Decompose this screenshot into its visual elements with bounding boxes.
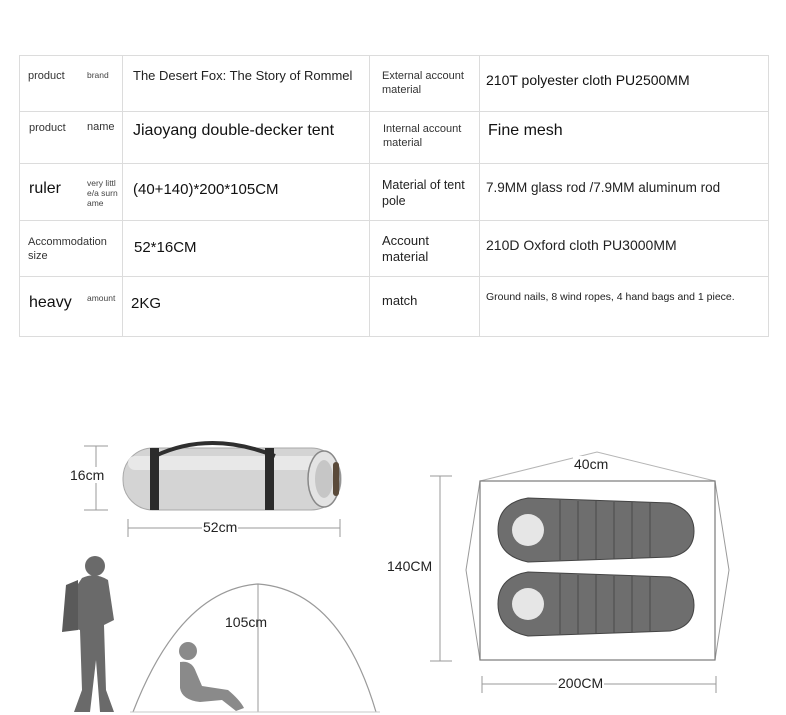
label-match: match [382,293,418,308]
sleeping-bag-1 [498,498,694,562]
bag-length-label: 52cm [203,519,238,535]
label-main: Accommodation size [28,236,107,262]
value-match: Ground nails, 8 wind ropes, 4 hand bags and 1 piece. [486,291,735,303]
value-ruler: (40+140)*200*105CM [133,181,279,198]
value-pole-material: 7.9MM glass rod /7.9MM aluminum rod [486,180,721,195]
label-external-material: External account material [382,70,464,96]
sitting-person [179,642,244,711]
bag-height-label: 16cm [70,467,105,483]
value-brand: The Desert Fox: The Story of Rommel [133,68,353,83]
label-sub: very little/a surname [87,178,118,208]
value-internal-material: Fine mesh [488,122,563,139]
floor-width-dimension [430,476,452,661]
label-main: product [29,122,66,134]
person-silhouette [62,556,114,712]
floor-length-label: 200CM [558,675,604,691]
tent-side-view [130,584,380,712]
label-pole-material: Material of tent pole [382,178,465,208]
label-main: product [28,70,65,82]
value-weight: 2KG [131,295,162,312]
label-account-material: Account material [382,233,429,264]
value-accommodation: 52*16CM [134,239,197,256]
carry-bag-illustration [123,443,341,510]
label-sub: brand [87,70,109,80]
value-external-material: 210T polyester cloth PU2500MM [486,72,690,88]
label-internal-material: Internal account material [383,123,462,149]
label-sub: amount [87,293,116,303]
value-account-material: 210D Oxford cloth PU3000MM [486,237,677,253]
label-main: heavy [29,294,72,311]
vestibule-width-label: 40cm [574,456,609,472]
tent-height-label: 105cm [225,614,268,630]
floor-width-label: 140CM [387,558,433,574]
value-name: Jiaoyang double-decker tent [133,122,335,139]
label-main: ruler [29,180,62,197]
label-sub: name [87,121,115,133]
sleeping-bag-2 [498,572,694,636]
